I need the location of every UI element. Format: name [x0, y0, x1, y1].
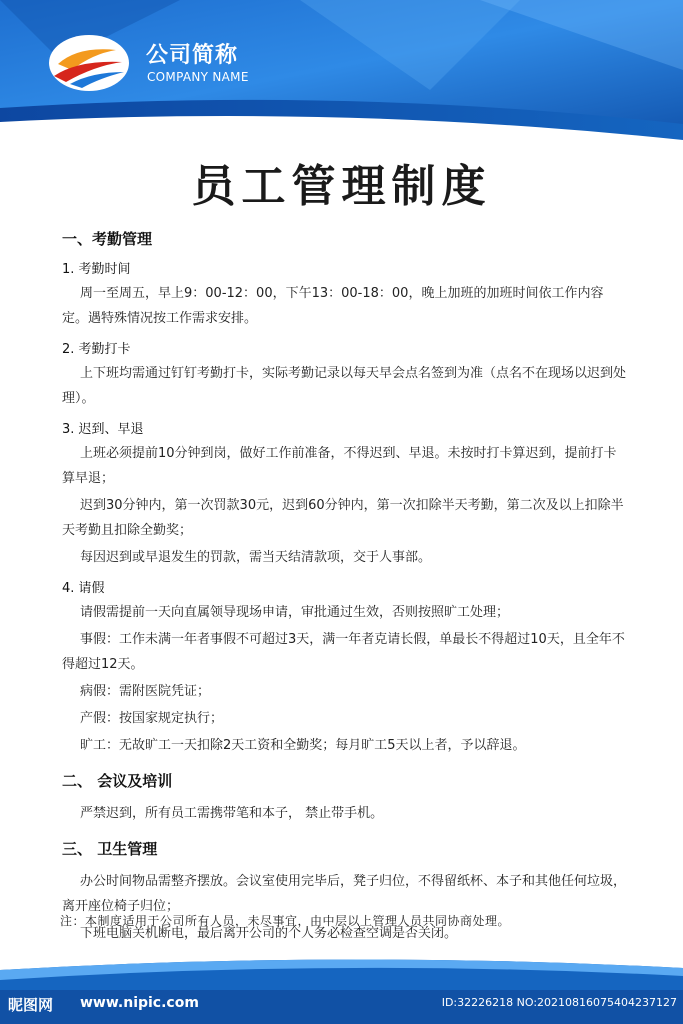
paragraph: 下班电脑关机断电，最后离开公司的个人务必检查空调是否关闭。 [80, 926, 458, 941]
paragraph: 请假需提前一天向直属领导现场申请，审批通过生效，否则按照旷工处理； [80, 605, 510, 620]
subsection-title: 1. 考勤时间 [62, 262, 131, 277]
subsection-title: 3. 迟到、早退 [62, 422, 144, 437]
watermark-logo: 昵图网 [8, 996, 54, 1014]
paragraph: 办公时间物品需整齐摆放。会议室使用完毕后，凳子归位，不得留纸杯、本子和其他任何垃圾，离开座位椅子归位； [62, 874, 627, 914]
paragraph: 上班必须提前10分钟到岗，做好工作前准备，不得迟到、早退。未按时打卡算迟到，提前打卡算早退； [62, 446, 617, 486]
paragraph: 迟到30分钟内，第一次罚款30元，迟到60分钟内，第一次扣除半天考勤，第二次及以上扣除半天考勤且扣除全勤奖； [62, 498, 624, 538]
section-title-meetings: 二、 会议及培训 [62, 772, 173, 790]
page-title: 员工管理制度 [191, 161, 492, 212]
company-name: 公司简称 [146, 43, 239, 68]
section-title-attendance: 一、考勤管理 [62, 230, 153, 248]
paragraph: 周一至周五，早上9：00-12：00，下午13：00-18：00，晚上加班的加班时间依工作内容定。遇特殊情况按工作需求安排。 [62, 286, 604, 326]
paragraph: 每因迟到或早退发生的罚款，需当天结清款项，交于人事部。 [80, 550, 432, 565]
paragraph: 上下班均需通过钉钉考勤打卡，实际考勤记录以每天早会点名签到为准（点名不在现场以迟到处理）。 [62, 366, 627, 406]
paragraph: 事假：工作未满一年者事假不可超过3天，满一年者克请长假，单最长不得超过10天，且全年不得超过12天。 [62, 632, 625, 672]
section-title-hygiene: 三、 卫生管理 [62, 840, 158, 858]
subsection-title: 4. 请假 [62, 581, 105, 596]
company-name-en: COMPANY NAME [147, 70, 249, 84]
company-logo-icon [48, 34, 130, 92]
footer-banner [0, 950, 683, 1024]
paragraph: 旷工：无故旷工一天扣除2天工资和全勤奖；每月旷工5天以上者，予以辞退。 [80, 738, 526, 753]
watermark-url[interactable]: www.nipic.com [80, 995, 199, 1011]
watermark-id: ID:32226218 NO:20210816075404237127 [441, 996, 677, 1009]
subsection-title: 2. 考勤打卡 [62, 342, 131, 357]
paragraph: 产假：按国家规定执行； [80, 711, 224, 726]
paragraph: 严禁迟到，所有员工需携带笔和本子， 禁止带手机。 [80, 806, 384, 821]
policy-content [62, 228, 627, 948]
paragraph: 病假：需附医院凭证； [80, 684, 211, 699]
footnote: 注：本制度适用于公司所有人员，未尽事宜，由中层以上管理人员共同协商处理。 [60, 914, 511, 928]
